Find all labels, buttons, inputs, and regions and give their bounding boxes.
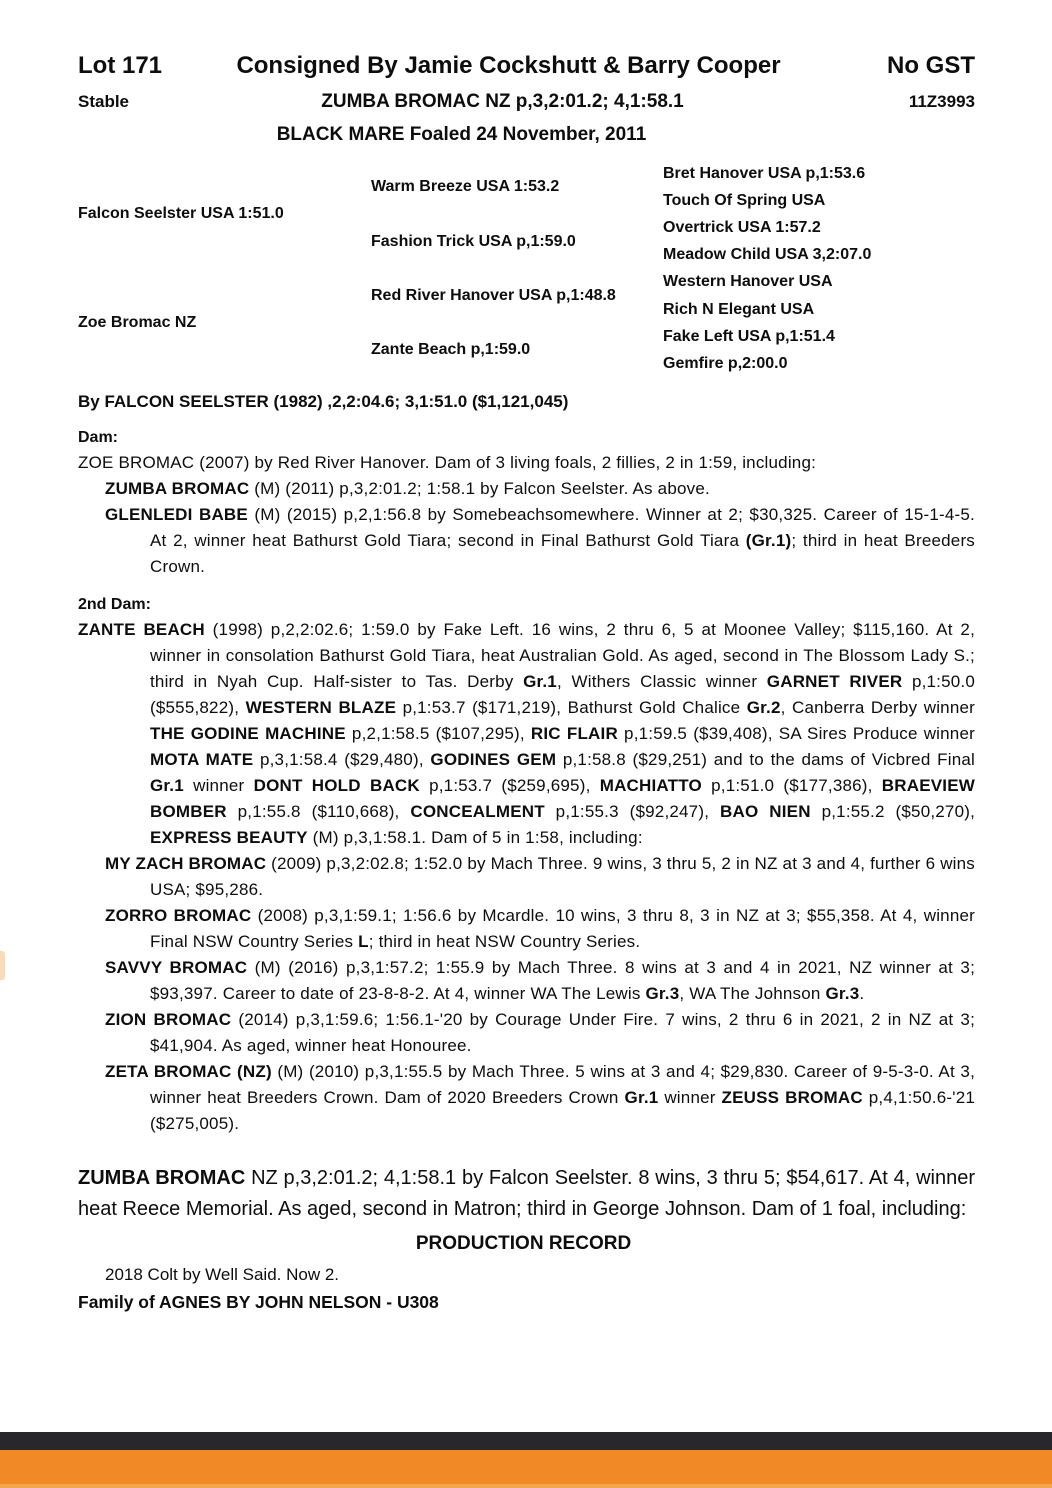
second-dam-paragraph: ZANTE BEACH (1998) p,2,2:02.6; 1:59.0 by Fake Left. 16 wins, 2 thru 6, 5 at Moonee Valley; $115,160. At 2, winner in consolation Bathurst Gold Tiara, heat Australian Gold. As aged, second in The Blossom Lady S.; third in Nyah Cup. Half-sister to Tas. Derby Gr.1, Withers Classic winner GARNET RIVER p,1:50.0 ($555,822), WESTERN BLAZE p,1:53.7 ($171,219), Bathurst Gold Chalice Gr.2, Canberra Derby winner THE GODINE MACHINE p,2,1:58.5 ($107,295), RIC FLAIR p,1:59.5 ($39,408), SA Sires Produce winner MOTA MATE p,3,1:58.4 ($29,480), GODINES GEM p,1:58.8 ($29,251) and to the dams of Vicbred Final Gr.1 winner DONT HOLD BACK p,1:53.7 ($259,695), MACHIATTO p,1:51.0 ($177,386), BRAEVIEW BOMBER p,1:55.8 ($110,668), CONCEALMENT p,1:55.3 ($92,247), BAO NIEN p,1:55.2 ($50,270), EXPRESS BEAUTY (M) p,3,1:58.1. Dam of 5 in 1:58, including: — [78, 619, 976, 847]
horse-title: ZUMBA BROMAC NZ p,3,2:01.2; 4,1:58.1 — [321, 91, 684, 112]
pedigree-gen3-entry: Rich N Elegant USA — [663, 300, 815, 318]
consignor-title: Consigned By Jamie Cockshutt & Barry Cooper — [236, 52, 781, 79]
pedigree-gen3-entry: Gemfire p,2:00.0 — [663, 354, 788, 372]
footer-orange-light-strip — [0, 1484, 1052, 1488]
pedigree-table — [78, 160, 975, 378]
lot-number: Lot 171 — [78, 52, 163, 79]
pedigree-gen3-entry: Fake Left USA p,1:51.4 — [663, 327, 835, 345]
pedigree-gen3-entry: Overtrick USA 1:57.2 — [663, 218, 821, 236]
pedigree-gen3-entry: Meadow Child USA 3,2:07.0 — [663, 246, 872, 264]
pedigree-sire-dam: Fashion Trick USA p,1:59.0 — [371, 232, 576, 250]
pedigree-sire-sire: Warm Breeze USA 1:53.2 — [371, 178, 560, 196]
production-record-heading: PRODUCTION RECORD — [415, 1232, 632, 1254]
progeny-zeta-bromac: ZETA BROMAC (NZ) (M) (2010) p,3,1:55.5 by Mach Three. 5 wins at 3 and 4; $29,830. Career of 9-5-3-0. At 3, winner heat Breeders Crown. Dam of 2020 Breeders Crown Gr.1 winner ZEUSS BROMAC p,4,1:50.6-'21 ($275,005). — [105, 1061, 976, 1133]
subject-mare-summary: ZUMBA BROMAC NZ p,3,2:01.2; 4,1:58.1 by Falcon Seelster. 8 wins, 3 thru 5; $54,617. At 4, winner heat Reece Memorial. As aged, second in Matron; third in George Johnson. Dam of 1 foal, including: — [78, 1166, 975, 1220]
family-line: Family of AGNES BY JOHN NELSON - U308 — [78, 1291, 439, 1312]
pedigree-gen3-entry: Touch Of Spring USA — [663, 191, 826, 209]
catalogue-id: 11Z3993 — [908, 92, 975, 111]
progeny-my-zach-bromac: MY ZACH BROMAC (2009) p,3,2:02.8; 1:52.0 by Mach Three. 9 wins, 3 thru 5, 2 in NZ at 3 and 4, further 6 wins USA; $95,286. — [105, 853, 976, 899]
sire-summary-line: By FALCON SEELSTER (1982) ,2,2:04.6; 3,1:51.0 ($1,121,045) — [78, 391, 569, 411]
page-content — [78, 0, 975, 1314]
stable-label: Stable — [78, 92, 130, 111]
header-row-1 — [78, 52, 975, 80]
dam-paragraph: ZOE BROMAC (2007) by Red River Hanover. Dam of 3 living foals, 2 fillies, 2 in 1:59, including: — [78, 452, 817, 472]
progeny-glenledi-babe: GLENLEDI BABE (M) (2015) p,2,1:56.8 by Somebeachsomewhere. Winner at 2; $30,325. Career of 15-1-4-5. At 2, winner heat Bathurst Gold Tiara; second in Final Bathurst Gold Tiara (Gr.1); third in heat Breeders Crown. — [105, 504, 975, 576]
left-edge-mark — [0, 951, 5, 980]
production-record-item: 2018 Colt by Well Said. Now 2. — [105, 1264, 340, 1284]
pedigree-sire: Falcon Seelster USA 1:51.0 — [78, 205, 284, 223]
footer-orange-bar — [0, 1450, 1052, 1488]
second-dam-heading: 2nd Dam: — [78, 595, 151, 613]
pedigree-dam: Zoe Bromac NZ — [78, 314, 197, 332]
foaling-description: BLACK MARE Foaled 24 November, 2011 — [276, 124, 647, 145]
pedigree-dam-sire: Red River Hanover USA p,1:48.8 — [371, 286, 616, 304]
progeny-zion-bromac: ZION BROMAC (2014) p,3,1:59.6; 1:56.1-'20 by Courage Under Fire. 7 wins, 2 thru 6 in 2021, 2 in NZ at 3; $41,904. As aged, winner heat Honouree. — [105, 1009, 975, 1055]
progeny-zumba-bromac: ZUMBA BROMAC (M) (2011) p,3,2:01.2; 1:58.1 by Falcon Seelster. As above. — [105, 478, 710, 498]
pedigree-gen3-entry: Bret Hanover USA p,1:53.6 — [663, 164, 866, 182]
footer-dark-bar — [0, 1432, 1052, 1450]
gst-status: No GST — [887, 52, 975, 79]
dam-heading: Dam: — [78, 428, 119, 446]
header-row-2 — [78, 91, 975, 113]
progeny-zorro-bromac: ZORRO BROMAC (2008) p,3,1:59.1; 1:56.6 by Mcardle. 10 wins, 3 thru 8, 3 in NZ at 3; $55,358. At 4, winner Final NSW Country Series L; third in heat NSW Country Series. — [105, 905, 976, 951]
progeny-savvy-bromac: SAVVY BROMAC (M) (2016) p,3,1:57.2; 1:55.9 by Mach Three. 8 wins at 3 and 4 in 2021, NZ winner at 3; $93,397. Career to date of 23-8-8-2. At 4, winner WA The Lewis Gr.3, WA The Johnson Gr.3. — [105, 957, 975, 1003]
pedigree-gen3-entry: Western Hanover USA — [663, 273, 833, 291]
pedigree-dam-dam: Zante Beach p,1:59.0 — [371, 341, 531, 359]
